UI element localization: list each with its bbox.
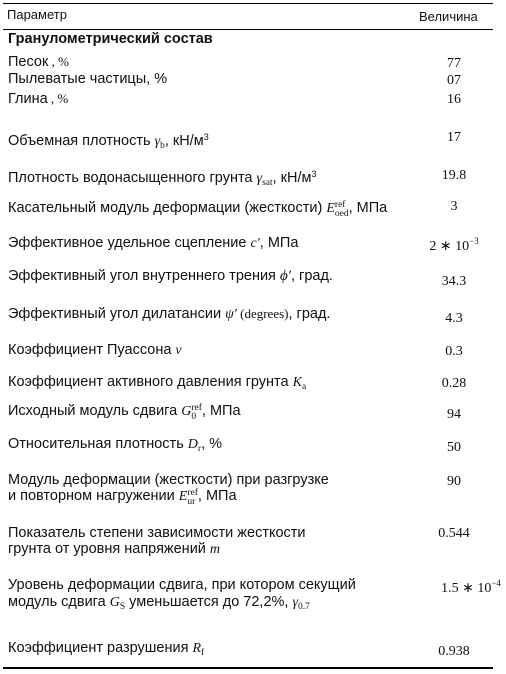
cohesion-unit: , МПа bbox=[259, 235, 299, 251]
row-stress-exponent-line1: Показатель степени зависимости жесткости bbox=[8, 525, 306, 541]
row-dilatancy-label bbox=[8, 305, 428, 323]
shear-modulus-indices bbox=[191, 404, 202, 422]
active-pressure-label: Коэффициент активного давления грунта bbox=[8, 374, 293, 390]
cohesion-value-base: 2 ∗ 10 bbox=[429, 239, 470, 254]
row-tangent-modulus-label bbox=[8, 200, 428, 219]
sat-density-label: Плотность водонасыщенного грунта bbox=[8, 170, 257, 186]
section-granulometric: Гранулометрический состав bbox=[8, 31, 213, 47]
shear-strain-symbol: G bbox=[109, 595, 120, 610]
relative-density-sub: r bbox=[197, 444, 202, 454]
sat-density-sub: sat bbox=[262, 178, 273, 188]
dilatancy-symbol: ψ′ bbox=[225, 307, 237, 322]
shear-modulus-symbol: G bbox=[181, 404, 192, 419]
row-unload-modulus-line2 bbox=[8, 488, 428, 507]
poisson-label: Коэффициент Пуассона bbox=[8, 342, 176, 358]
row-density-label bbox=[8, 129, 428, 155]
friction-label: Эффективный угол внутреннего трения bbox=[8, 268, 280, 284]
sat-density-unit: , кН/м bbox=[272, 170, 312, 186]
table-top-rule bbox=[3, 3, 493, 4]
failure-ratio-label: Коэффициент разрушения bbox=[8, 640, 193, 656]
relative-density-value: 50 bbox=[447, 440, 461, 455]
row-clay-label bbox=[8, 90, 428, 108]
dilatancy-label: Эффективный угол дилатансии bbox=[8, 306, 226, 322]
unload-modulus-label: и повторном нагружении bbox=[8, 488, 179, 504]
tangent-modulus-unit: , МПа bbox=[348, 200, 388, 216]
friction-symbol: ϕ′ bbox=[279, 268, 291, 284]
shear-strain-value-base: 1.5 ∗ 10 bbox=[441, 581, 492, 596]
clay-label: Глина bbox=[8, 91, 48, 107]
clay-unit: % bbox=[57, 91, 69, 106]
shear-strain-label-a: модуль сдвига bbox=[8, 594, 110, 610]
sand-label: Песок bbox=[8, 54, 49, 70]
cohesion-value bbox=[416, 236, 492, 255]
row-sat-density-label bbox=[8, 166, 428, 192]
shear-strain-symbol2: γ bbox=[292, 595, 299, 610]
relative-density-symbol: D bbox=[187, 437, 198, 452]
density-unit: , кН/м bbox=[164, 133, 204, 149]
friction-value: 34.3 bbox=[441, 274, 467, 289]
density-label: Объемная плотность bbox=[8, 133, 155, 149]
failure-ratio-symbol: R bbox=[192, 641, 202, 656]
unload-modulus-indices bbox=[187, 489, 198, 507]
unload-modulus-sup: ref bbox=[187, 488, 198, 498]
cohesion-label: Эффективное удельное сцепление bbox=[8, 235, 251, 251]
failure-ratio-value: 0.938 bbox=[438, 644, 470, 659]
shear-modulus-value: 94 bbox=[447, 407, 461, 422]
header-value: Величина bbox=[419, 9, 478, 24]
cohesion-value-exp: −3 bbox=[469, 236, 479, 246]
tangent-modulus-label: Касательный модуль деформации (жесткости) bbox=[8, 200, 327, 216]
density-sub: b bbox=[160, 141, 165, 151]
shear-strain-value bbox=[434, 578, 506, 597]
table-bottom-rule bbox=[3, 667, 493, 669]
clay-value: 16 bbox=[447, 92, 461, 107]
active-pressure-symbol: K bbox=[292, 375, 302, 390]
active-pressure-value: 0.28 bbox=[441, 376, 467, 391]
dilatancy-note: (degrees) bbox=[236, 306, 289, 321]
header-rule bbox=[3, 29, 493, 30]
row-stress-exponent-line2 bbox=[8, 541, 428, 558]
stress-exponent-symbol: m bbox=[209, 542, 221, 557]
poisson-symbol: ν bbox=[175, 343, 182, 358]
row-unload-modulus-line1: Модуль деформации (жесткости) при разгрузке bbox=[8, 472, 329, 488]
tangent-modulus-sup: ref bbox=[334, 200, 346, 210]
sand-value: 77 bbox=[447, 56, 461, 71]
row-failure-ratio-label bbox=[8, 640, 428, 662]
row-active-pressure-label bbox=[8, 374, 428, 396]
active-pressure-sub: a bbox=[301, 382, 307, 392]
sat-density-symbol: γ bbox=[256, 171, 263, 186]
unload-modulus-value: 90 bbox=[447, 474, 461, 489]
row-sand-label bbox=[8, 53, 428, 71]
unload-modulus-symbol: E bbox=[178, 489, 188, 504]
sat-density-value: 19.8 bbox=[441, 168, 467, 183]
dilatancy-value: 4.3 bbox=[445, 311, 463, 326]
row-cohesion-label bbox=[8, 235, 428, 252]
density-value: 17 bbox=[447, 130, 461, 145]
poisson-value: 0.3 bbox=[445, 344, 463, 359]
row-poisson-label bbox=[8, 342, 428, 359]
tangent-modulus-symbol: E bbox=[326, 201, 335, 216]
relative-density-label: Относительная плотность bbox=[8, 436, 188, 452]
row-shear-modulus-label bbox=[8, 403, 428, 422]
failure-ratio-sub: f bbox=[201, 648, 205, 658]
friction-unit: , град. bbox=[291, 268, 333, 284]
row-silt-label: Пылеватые частицы, % bbox=[8, 71, 168, 87]
tangent-modulus-value: 3 bbox=[450, 199, 458, 214]
header-parameter: Параметр bbox=[7, 7, 67, 22]
density-unit-sup: 3 bbox=[203, 132, 209, 142]
row-shear-strain-line2 bbox=[8, 594, 428, 616]
unload-modulus-unit: , МПа bbox=[197, 488, 237, 504]
density-symbol: γ bbox=[154, 134, 161, 149]
shear-strain-label-b: уменьшается до 72,2%, bbox=[125, 594, 293, 610]
shear-strain-value-exp: −4 bbox=[491, 578, 501, 588]
shear-modulus-unit: , МПа bbox=[201, 403, 241, 419]
tangent-modulus-sub: oed bbox=[334, 209, 349, 219]
tangent-modulus-indices bbox=[335, 201, 349, 219]
shear-strain-sub2: 0.7 bbox=[298, 602, 310, 612]
row-friction-label bbox=[8, 268, 428, 285]
sand-sep: , bbox=[48, 54, 59, 69]
sat-density-unit-sup: 3 bbox=[311, 169, 317, 179]
shear-strain-sub: S bbox=[119, 602, 126, 612]
shear-modulus-sub: 0 bbox=[191, 412, 197, 422]
clay-sep: , bbox=[47, 91, 58, 106]
silt-value: 07 bbox=[447, 73, 461, 88]
shear-modulus-sup: ref bbox=[191, 403, 202, 413]
cohesion-symbol: c′ bbox=[250, 236, 260, 251]
row-shear-strain-line1: Уровень деформации сдвига, при котором секущий bbox=[8, 577, 356, 593]
shear-modulus-label: Исходный модуль сдвига bbox=[8, 403, 182, 419]
sand-unit: % bbox=[58, 54, 69, 69]
row-relative-density-label bbox=[8, 436, 428, 458]
relative-density-unit: , % bbox=[201, 436, 223, 452]
dilatancy-unit: , град. bbox=[288, 306, 331, 322]
stress-exponent-value: 0.544 bbox=[438, 526, 470, 541]
unload-modulus-sub: ur bbox=[187, 497, 196, 507]
stress-exponent-label: грунта от уровня напряжений bbox=[8, 541, 210, 557]
